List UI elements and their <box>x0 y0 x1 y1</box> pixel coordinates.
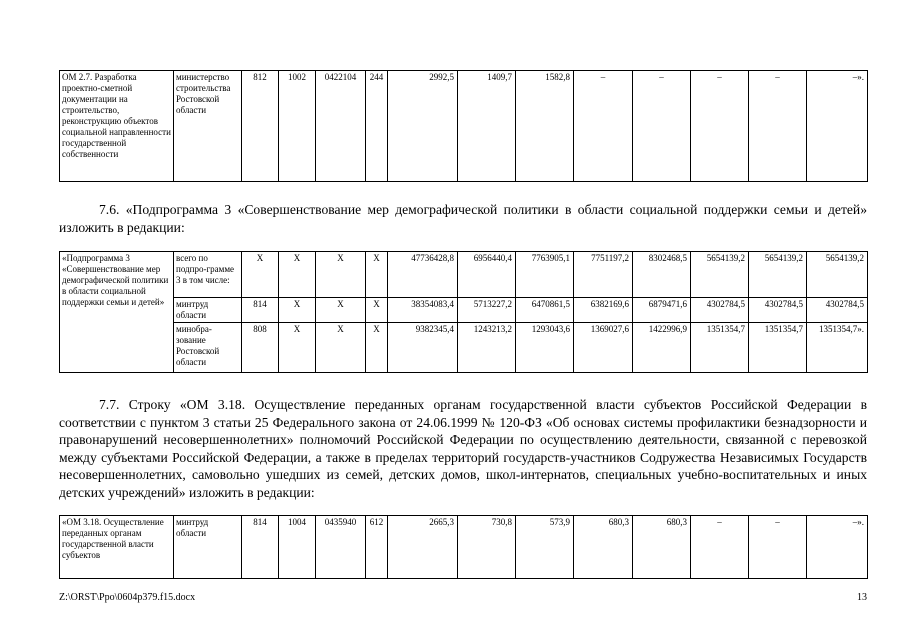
cell-year: 5654139,2 <box>749 252 807 298</box>
cell-year: 6956440,4 <box>458 252 516 298</box>
cell-year: 1293043,6 <box>516 323 574 373</box>
cell-year: – <box>633 71 691 182</box>
cell-year: 4302784,5 <box>691 298 749 323</box>
cell-year: 573,9 <box>516 516 574 579</box>
cell-executor: министерство строительства Ростовской области <box>174 71 242 182</box>
paragraph-7-6: 7.6. «Подпрограмма 3 «Совершенствование мер демографической политики в области социальной поддержки семьи и детей» изложить в редакции: <box>59 202 867 235</box>
cell-year: 1409,7 <box>458 71 516 182</box>
footer-page-number: 13 <box>857 592 867 603</box>
cell-rzpr: 1002 <box>279 71 316 182</box>
cell-year: 1351354,7». <box>807 323 868 373</box>
cell-vr: 244 <box>366 71 388 182</box>
cell-grbs: 814 <box>242 298 279 323</box>
cell-event-name: ОМ 2.7. Разработка проектно-сметной документации на строительство, реконструкцию объектов социальной направленности государственной собственности <box>60 71 174 182</box>
cell-year: 5654139,2 <box>691 252 749 298</box>
cell-executor: минобра-зование Ростовской области <box>174 323 242 373</box>
table-row <box>60 516 868 579</box>
table-om-2-7 <box>59 70 868 182</box>
cell-year: 730,8 <box>458 516 516 579</box>
cell-year: 6470861,5 <box>516 298 574 323</box>
cell-year: 1351354,7 <box>749 323 807 373</box>
cell-executor: всего по подпро-грамме 3 в том числе: <box>174 252 242 298</box>
cell-year: –». <box>807 71 868 182</box>
cell-total: 9382345,4 <box>388 323 458 373</box>
table-row <box>60 71 868 182</box>
table-row <box>60 252 868 298</box>
cell-year: 1369027,6 <box>574 323 633 373</box>
cell-csr: 0435940 <box>316 516 366 579</box>
cell-year: – <box>691 71 749 182</box>
cell-total: 2665,3 <box>388 516 458 579</box>
cell-year: – <box>749 516 807 579</box>
cell-total: 47736428,8 <box>388 252 458 298</box>
cell-year: 680,3 <box>633 516 691 579</box>
cell-vr: X <box>366 323 388 373</box>
cell-rzpr: X <box>279 298 316 323</box>
cell-csr: X <box>316 323 366 373</box>
cell-vr: X <box>366 252 388 298</box>
cell-executor: минтруд области <box>174 516 242 579</box>
cell-grbs: 812 <box>242 71 279 182</box>
paragraph-7-7: 7.7. Строку «ОМ 3.18. Осуществление переданных органам государственной власти субъектов Российской Федерации в соответствии с пунктом 3 статьи 25 Федерального закона от 24.06.1999 № 120-ФЗ «Об основах системы профилактики безнадзорности и правонарушений несовершеннолетних» полномочий Российской Федерации по осуществлению деятельности, связанной с перевозкой между субъектами Российской Федерации, а также в пределах территорий государств-участников Содружества Независимых Государств несовершеннолетних, самовольно ушедших из семей, детских домов, школ-интернатов, специальных учебно-воспитательных и иных детских учреждений» изложить в редакции: <box>59 397 867 500</box>
cell-year: 1243213,2 <box>458 323 516 373</box>
cell-total: 38354083,4 <box>388 298 458 323</box>
cell-csr: 0422104 <box>316 71 366 182</box>
cell-year: 680,3 <box>574 516 633 579</box>
cell-year: 4302784,5 <box>807 298 868 323</box>
table-row <box>60 323 868 373</box>
cell-year: 1582,8 <box>516 71 574 182</box>
table-row <box>60 298 868 323</box>
cell-year: 6879471,6 <box>633 298 691 323</box>
cell-grbs: 814 <box>242 516 279 579</box>
cell-year: – <box>574 71 633 182</box>
cell-vr: X <box>366 298 388 323</box>
cell-year: –». <box>807 516 868 579</box>
cell-year: – <box>749 71 807 182</box>
cell-vr: 612 <box>366 516 388 579</box>
cell-year: 7763905,1 <box>516 252 574 298</box>
cell-rzpr: X <box>279 252 316 298</box>
cell-year: 5713227,2 <box>458 298 516 323</box>
footer-file-path: Z:\ORST\Ppo\0604p379.f15.docx <box>59 592 196 603</box>
cell-executor: минтруд области <box>174 298 242 323</box>
cell-rzpr: X <box>279 323 316 373</box>
cell-grbs: X <box>242 252 279 298</box>
cell-year: 7751197,2 <box>574 252 633 298</box>
cell-csr: X <box>316 252 366 298</box>
cell-grbs: 808 <box>242 323 279 373</box>
cell-total: 2992,5 <box>388 71 458 182</box>
cell-year: 8302468,5 <box>633 252 691 298</box>
cell-rzpr: 1004 <box>279 516 316 579</box>
table-subprogram-3 <box>59 251 868 373</box>
cell-year: 1422996,9 <box>633 323 691 373</box>
cell-year: 1351354,7 <box>691 323 749 373</box>
cell-year: 5654139,2 <box>807 252 868 298</box>
cell-year: 4302784,5 <box>749 298 807 323</box>
cell-year: 6382169,6 <box>574 298 633 323</box>
cell-csr: X <box>316 298 366 323</box>
cell-subprogram-name: «Подпрограмма 3 «Совершенствование мер демографической политики в области социальной поддержки семьи и детей» <box>60 252 174 373</box>
table-om-3-18 <box>59 515 868 579</box>
cell-event-name: «ОМ 3.18. Осуществление переданных органам государственной власти субъектов <box>60 516 174 579</box>
cell-year: – <box>691 516 749 579</box>
